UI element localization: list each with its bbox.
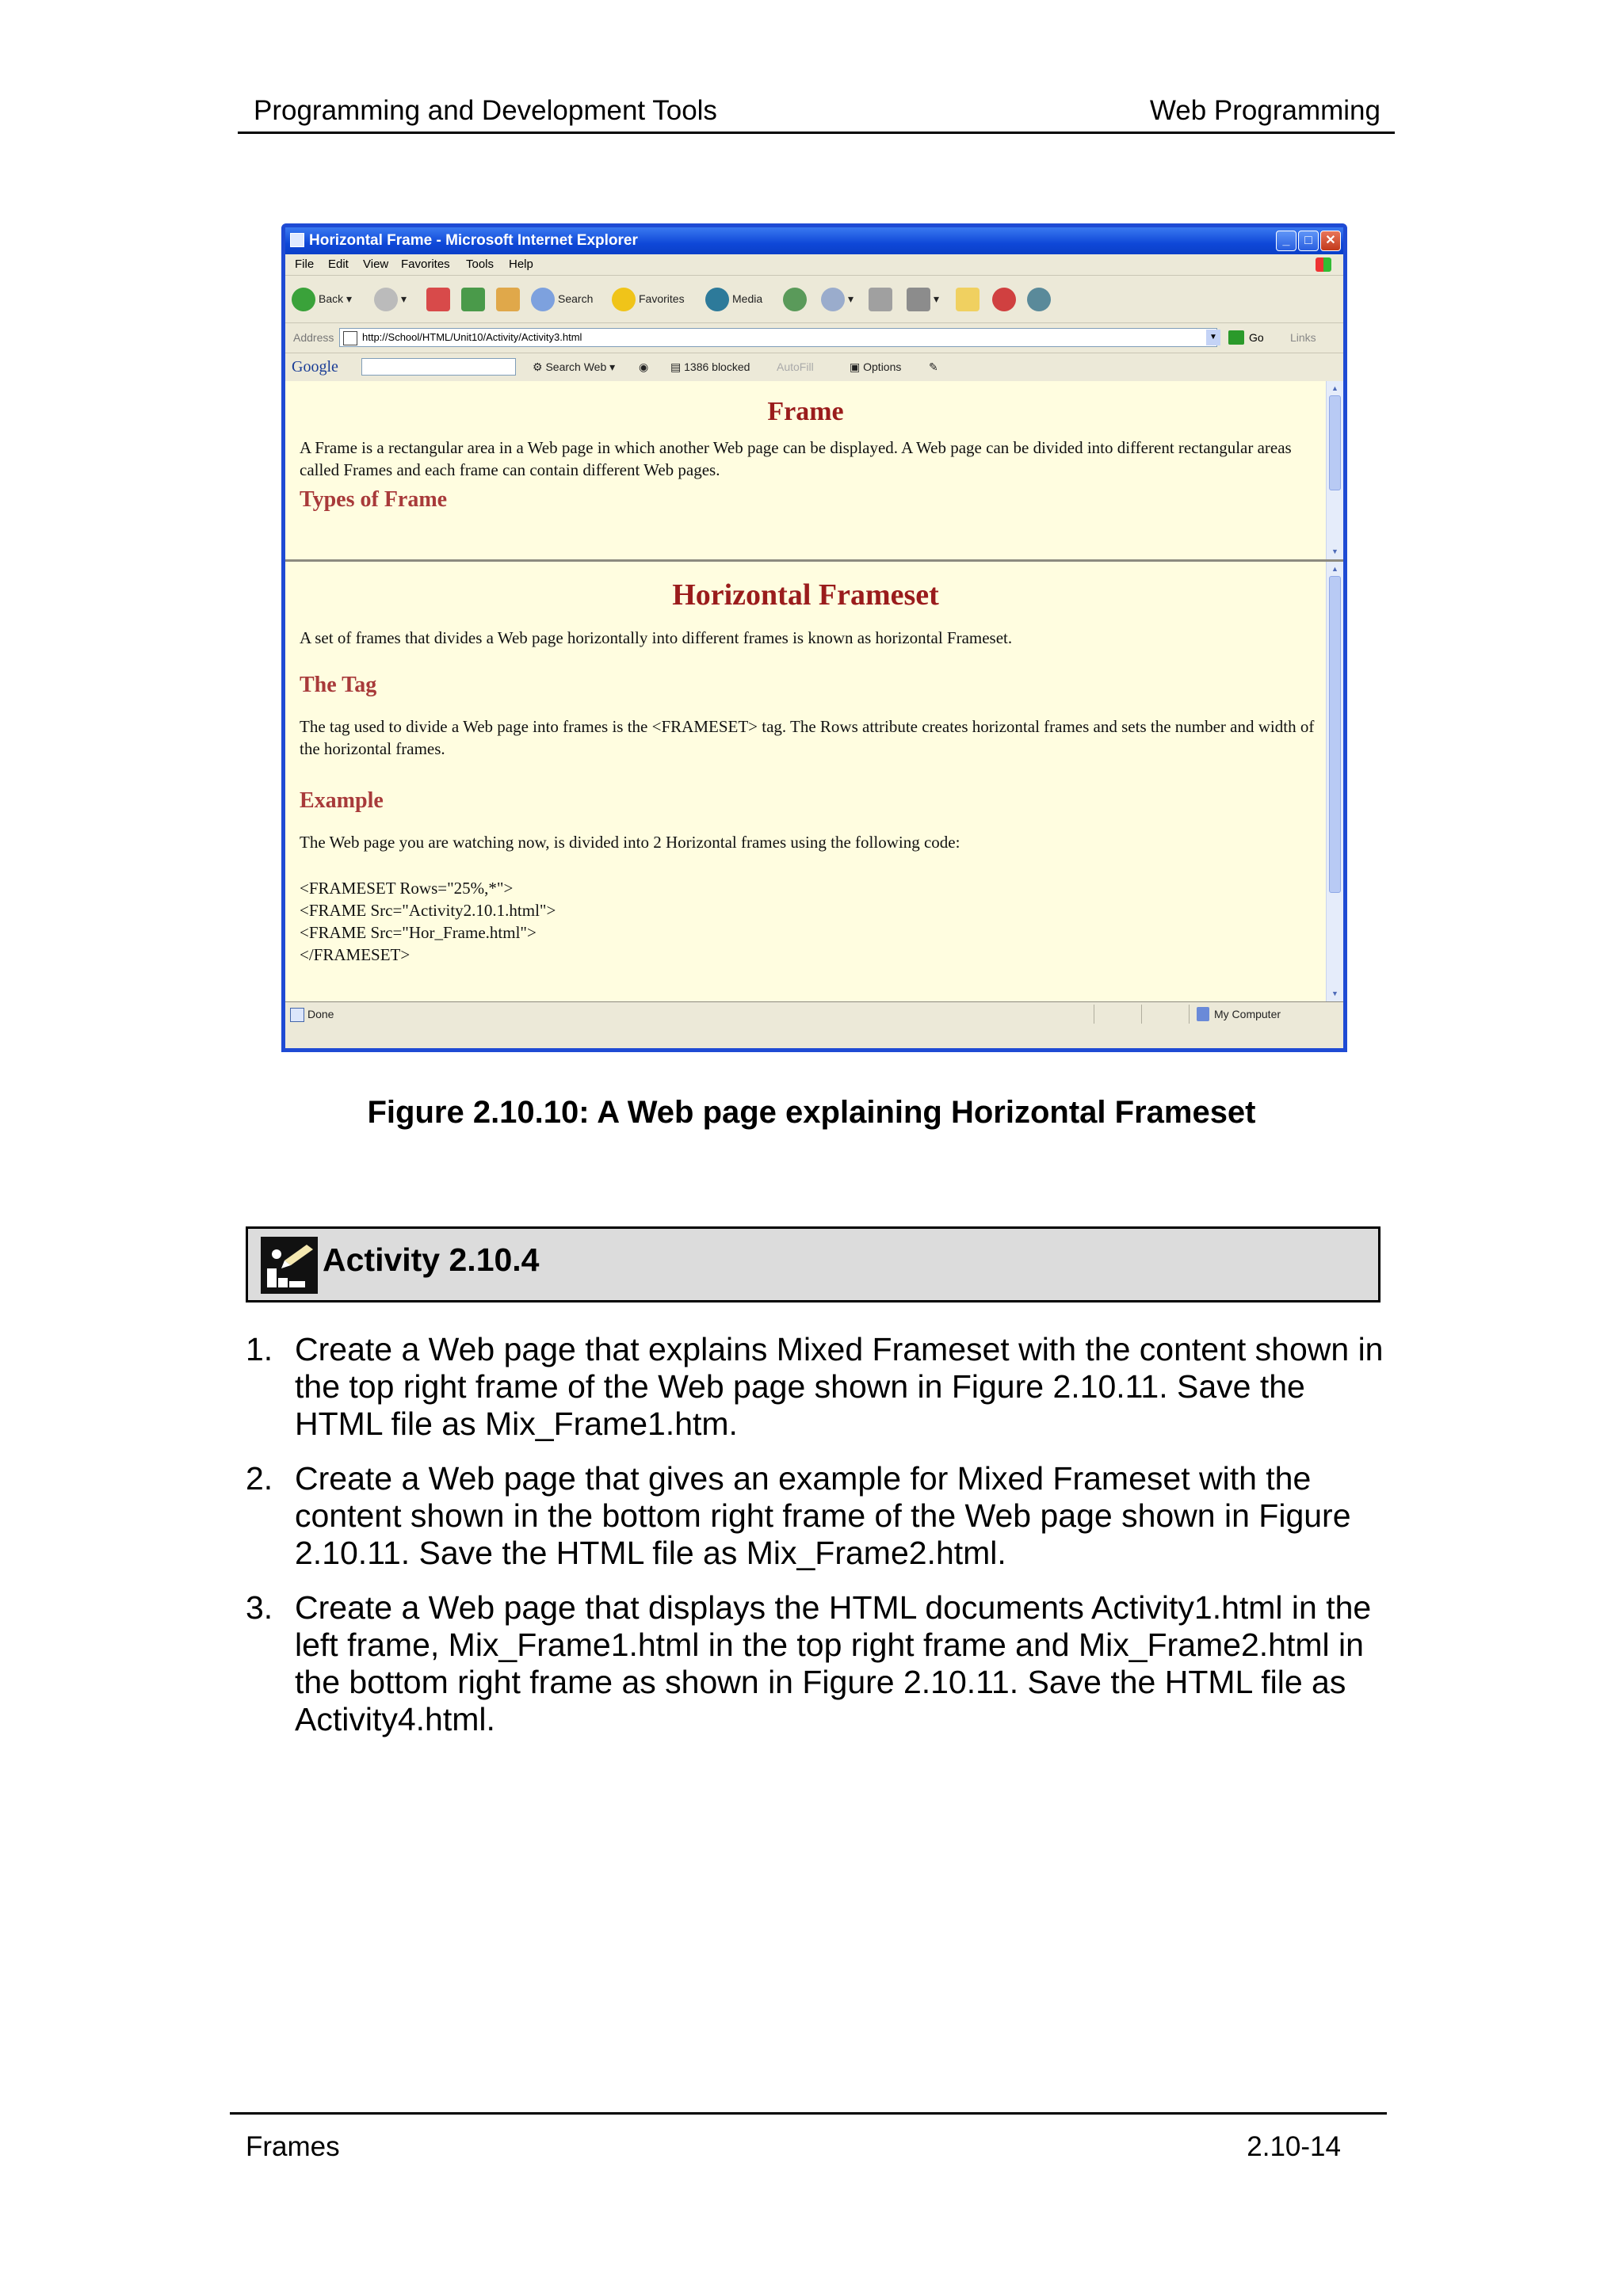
mail-icon xyxy=(821,288,845,311)
home-button[interactable] xyxy=(496,284,523,313)
menu-tools[interactable]: Tools xyxy=(466,257,495,271)
list-text: Create a Web page that displays the HTML documents Activity1.html in the left frame, Mix_Frame1.html in the top right frame and Mix_Frame2.html in the bottom right frame as shown in Figure 2.10.11. Save the HTML file as Activity4.html. xyxy=(295,1589,1372,1737)
forward-arrow-icon xyxy=(374,288,398,311)
menu-help[interactable]: Help xyxy=(509,257,533,271)
pagerank-icon[interactable]: ◉ xyxy=(639,360,649,373)
edit-button[interactable]: ▾ xyxy=(907,284,939,313)
top-frame xyxy=(285,381,1343,562)
media-label: Media xyxy=(732,292,763,305)
code-line: </FRAMESET> xyxy=(300,945,411,964)
the-tag-text: The tag used to divide a Web page into frames is the <FRAMESET> tag. The Rows attribute creates horizontal frames and sets the number and width of the horizontal frames. xyxy=(300,717,1315,758)
code-line: <FRAME Src="Hor_Frame.html"> xyxy=(300,923,537,942)
address-input[interactable] xyxy=(339,328,1217,347)
windows-flag-icon xyxy=(1316,257,1331,272)
research-icon xyxy=(1027,288,1051,311)
google-toolbar xyxy=(285,353,1343,382)
status-divider xyxy=(1189,1005,1190,1024)
options-button[interactable] xyxy=(850,353,901,381)
menu-file[interactable]: File xyxy=(295,257,315,271)
address-dropdown-icon[interactable]: ▼ xyxy=(1206,330,1220,345)
back-label: Back xyxy=(319,292,344,305)
popup-blocked-button[interactable] xyxy=(670,353,750,381)
search-web-button[interactable]: ⚙ Search Web ▾ xyxy=(533,360,616,373)
refresh-button[interactable] xyxy=(461,284,488,313)
status-text: Done xyxy=(307,1008,334,1020)
autofill-button[interactable]: AutoFill xyxy=(777,360,814,373)
scroll-up-arrow-icon[interactable]: ▲ xyxy=(1331,384,1338,392)
research-button[interactable] xyxy=(1027,284,1054,313)
title-bar xyxy=(285,227,1343,254)
favorites-label: Favorites xyxy=(639,292,685,305)
favorites-button[interactable] xyxy=(612,284,685,313)
scroll-down-arrow-icon[interactable]: ▼ xyxy=(1331,990,1338,997)
print-icon xyxy=(869,288,892,311)
frame-heading: Frame xyxy=(767,397,844,426)
print-button[interactable] xyxy=(869,284,896,313)
top-frame-scrollbar[interactable] xyxy=(1326,381,1343,559)
minimize-button[interactable]: _ xyxy=(1276,231,1296,251)
security-zone: My Computer xyxy=(1214,1008,1281,1020)
menu-bar xyxy=(285,254,1343,276)
back-button[interactable]: Back ▾ xyxy=(292,284,352,313)
horizontal-frameset-heading: Horizontal Frameset xyxy=(672,578,939,612)
go-button[interactable]: Go xyxy=(1249,331,1264,344)
stop-button[interactable] xyxy=(426,284,453,313)
scroll-down-arrow-icon[interactable]: ▼ xyxy=(1331,547,1338,555)
list-text: Create a Web page that gives an example for Mixed Frameset with the content shown in the bottom right frame of the Web page shown in Figure 2.10.11. Save the HTML file as Mix_Frame2.html. xyxy=(295,1460,1351,1571)
status-bar xyxy=(285,1002,1343,1026)
footer-chapter: Frames xyxy=(246,2131,340,2162)
links-button[interactable]: Links xyxy=(1290,331,1316,344)
history-button[interactable] xyxy=(783,284,810,313)
address-url: http://School/HTML/Unit10/Activity/Activity3.html xyxy=(362,331,582,343)
back-arrow-icon xyxy=(292,288,315,311)
search-web-label: Search Web xyxy=(545,360,607,373)
page-icon xyxy=(343,331,357,345)
example-text: The Web page you are watching now, is divided into 2 Horizontal frames using the following code: xyxy=(300,833,960,852)
messenger-icon xyxy=(992,288,1016,311)
computer-zone-icon xyxy=(1197,1007,1209,1021)
list-text: Create a Web page that explains Mixed Frameset with the content shown in the top right frame of the Web page shown in Figure 2.10.11. Save the HTML file as Mix_Frame1.htm. xyxy=(295,1331,1384,1442)
example-heading: Example xyxy=(300,788,384,813)
browser-window-figure xyxy=(281,223,1347,1052)
window-title: Horizontal Frame - Microsoft Internet Explorer xyxy=(309,232,638,249)
ie-page-icon xyxy=(290,233,304,247)
refresh-icon xyxy=(461,288,485,311)
options-icon: ▣ xyxy=(850,360,864,373)
list-number: 2. xyxy=(246,1460,273,1497)
address-label: Address xyxy=(293,331,334,344)
menu-favorites[interactable]: Favorites xyxy=(401,257,450,271)
history-icon xyxy=(783,288,807,311)
options-label: Options xyxy=(863,360,902,373)
address-bar xyxy=(285,322,1343,353)
status-divider xyxy=(1141,1005,1142,1024)
messenger-button[interactable] xyxy=(992,284,1019,313)
standard-toolbar xyxy=(285,275,1343,323)
figure-caption: Figure 2.10.10: A Web page explaining Horizontal Frameset xyxy=(367,1095,1256,1130)
maximize-button[interactable]: □ xyxy=(1298,231,1319,251)
search-button[interactable] xyxy=(531,284,593,313)
code-line: <FRAME Src="Activity2.10.1.html"> xyxy=(300,901,556,920)
scroll-up-arrow-icon[interactable]: ▲ xyxy=(1331,565,1338,573)
favorites-star-icon xyxy=(612,288,636,311)
footer-rule xyxy=(230,2112,1387,2115)
search-label: Search xyxy=(558,292,594,305)
search-icon xyxy=(531,288,555,311)
menu-view[interactable]: View xyxy=(363,257,389,271)
google-search-input[interactable] xyxy=(361,358,516,376)
scroll-thumb[interactable] xyxy=(1329,576,1341,893)
highlight-pen-icon[interactable]: ✎ xyxy=(929,360,938,373)
activity-pencil-icon xyxy=(261,1237,318,1294)
running-header-right: Web Programming xyxy=(1149,95,1381,126)
running-header-left: Programming and Development Tools xyxy=(254,95,717,126)
the-tag-heading: The Tag xyxy=(300,673,377,697)
forward-button[interactable]: ▾ xyxy=(374,284,407,313)
scroll-thumb[interactable] xyxy=(1329,395,1341,490)
google-logo[interactable]: Google xyxy=(292,358,338,376)
frame-definition: A Frame is a rectangular area in a Web page in which another Web page can be displayed. A Web page can be divided into different rectangular areas called Frames and each frame can contain different Web pages. xyxy=(300,438,1292,479)
close-button[interactable]: ✕ xyxy=(1320,231,1341,251)
activity-title: Activity 2.10.4 xyxy=(323,1241,540,1278)
popup-blocker-icon: ▤ xyxy=(670,360,685,373)
home-icon xyxy=(496,288,520,311)
page-done-icon xyxy=(290,1008,304,1022)
popup-blocked-label: 1386 blocked xyxy=(684,360,750,373)
horizontal-frameset-intro: A set of frames that divides a Web page horizontally into different frames is known as horizontal Frameset. xyxy=(300,628,1013,647)
media-icon xyxy=(705,288,729,311)
folder-icon xyxy=(956,288,980,311)
mail-button[interactable]: ▾ xyxy=(821,284,854,313)
list-number: 3. xyxy=(246,1589,273,1626)
page-number: 2.10-14 xyxy=(1247,2131,1341,2162)
activity-box xyxy=(246,1226,1381,1302)
menu-edit[interactable]: Edit xyxy=(328,257,349,271)
code-line: <FRAMESET Rows="25%,*"> xyxy=(300,879,514,898)
edit-icon xyxy=(907,288,930,311)
stop-icon xyxy=(426,288,450,311)
header-rule xyxy=(238,132,1395,134)
list-number: 1. xyxy=(246,1331,273,1367)
search-web-icon: ⚙ xyxy=(533,360,546,373)
bottom-frame-scrollbar[interactable] xyxy=(1326,562,1343,1001)
folder-button[interactable] xyxy=(956,284,983,313)
types-of-frame-heading: Types of Frame xyxy=(300,487,448,512)
media-button[interactable] xyxy=(705,284,762,313)
bottom-frame xyxy=(285,562,1343,1002)
go-arrow-icon[interactable] xyxy=(1228,330,1244,345)
